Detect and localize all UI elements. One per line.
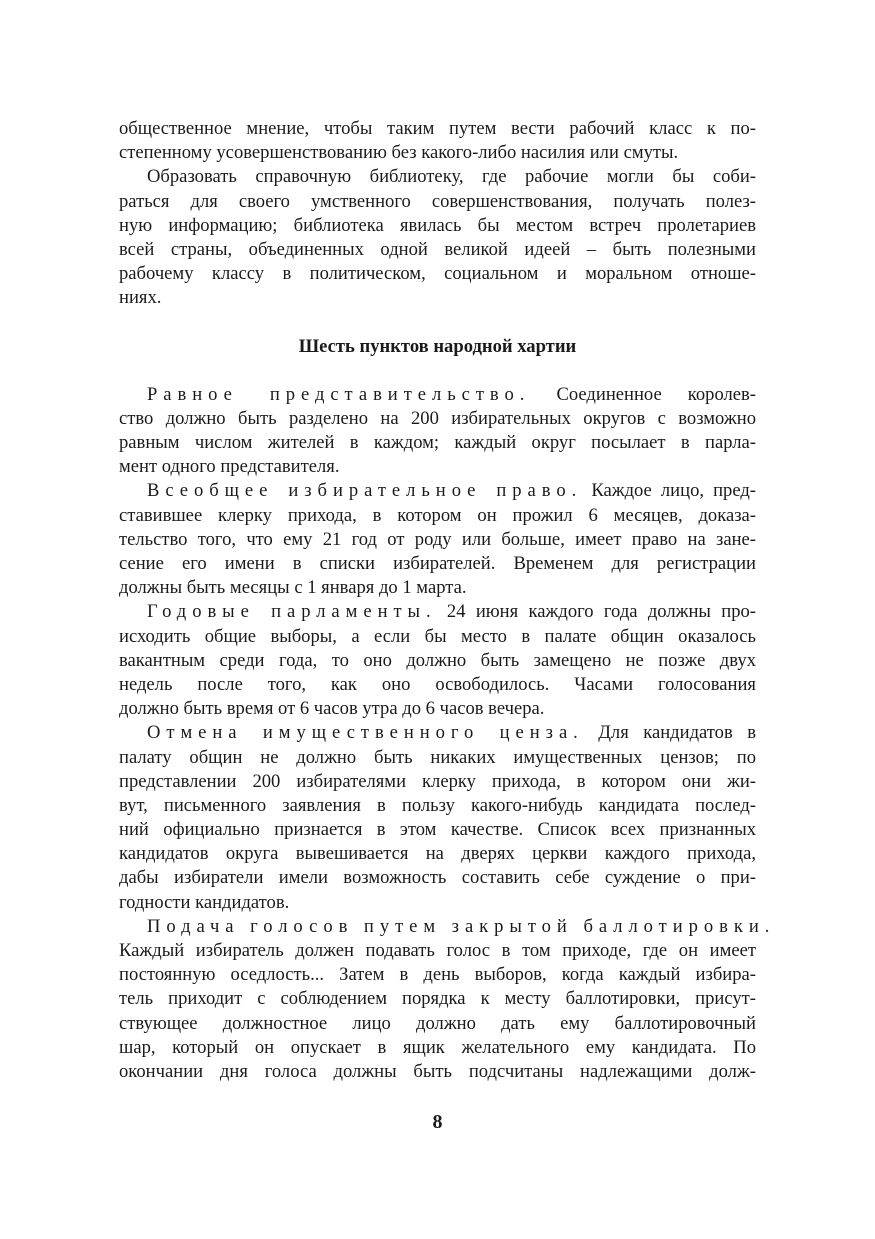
text-line: палату общин не должно быть никаких имущественных цензов; по bbox=[119, 746, 756, 768]
point-title: Всеобщее избирательное право. bbox=[147, 480, 583, 502]
point-title: Годовые парламенты. bbox=[147, 601, 437, 623]
text-line: кандидатов округа вывешивается на дверях церкви каждого прихода, bbox=[119, 843, 756, 865]
text-line bbox=[119, 383, 756, 407]
point-text: Каждое лицо, пред- bbox=[591, 480, 756, 502]
text-line: равным числом жителей в каждом; каждый округ посылает в парла- bbox=[119, 432, 756, 454]
point-text: Для кандидатов в bbox=[598, 722, 756, 744]
text-line: окончании дня голоса должны быть подсчитаны надлежащими долж- bbox=[119, 1060, 756, 1082]
text-line: ниях. bbox=[119, 287, 162, 309]
text-line: Образовать справочную библиотеку, где рабочие могли бы соби- bbox=[147, 166, 756, 188]
text-line: вут, письменного заявления в пользу какого-нибудь кандидата послед- bbox=[119, 794, 756, 816]
text-line: представлении 200 избирателями клерку прихода, в котором они жи- bbox=[119, 770, 756, 792]
point-text: Соединенное королев- bbox=[556, 383, 756, 405]
point-secret-ballot bbox=[119, 915, 776, 1084]
text-line: должны быть месяцы с 1 января до 1 марта. bbox=[119, 577, 467, 599]
point-title: Подача голосов путем закрытой баллотировки. bbox=[147, 915, 776, 937]
text-line: постоянную оседлость... Затем в день выборов, когда каждый избира- bbox=[119, 964, 756, 986]
text-line: ство должно быть разделено на 200 избирательных округов с возможно bbox=[119, 407, 756, 429]
section-heading: Шесть пунктов народной хартии bbox=[298, 335, 577, 357]
point-universal-suffrage bbox=[119, 479, 756, 600]
point-text: 24 июня каждого года должны про- bbox=[446, 601, 756, 623]
text-line: степенному усовершенствованию без какого-либо насилия или смуты. bbox=[119, 142, 679, 164]
point-annual-parliaments bbox=[119, 600, 756, 721]
point-title: Отмена имущественного ценза. bbox=[147, 722, 584, 744]
point-equal-representation bbox=[119, 383, 756, 480]
text-line bbox=[119, 600, 756, 624]
text-line: ную информацию; библиотека явилась бы местом встреч пролетариев bbox=[119, 214, 756, 236]
text-line: недель после того, как оно освободилось. Часами голосования bbox=[119, 673, 756, 695]
text-line bbox=[119, 721, 756, 745]
text-line: тельство того, что ему 21 год от роду или больше, имеет право на зане- bbox=[119, 528, 756, 550]
text-line: исходить общие выборы, а если бы место в палате общин оказалось bbox=[119, 625, 756, 647]
paragraph-continuation bbox=[119, 117, 756, 165]
text-line: ний официально признается в этом качестве. Список всех признанных bbox=[119, 819, 756, 841]
text-line bbox=[119, 915, 776, 939]
text-line: вакантным среди года, то оно должно быть замещено не позже двух bbox=[119, 649, 756, 671]
text-line: рабочему классу в политическом, социальном и моральном отноше- bbox=[119, 263, 756, 285]
text-line: ставившее клерку прихода, в котором он прожил 6 месяцев, доказа- bbox=[119, 504, 756, 526]
text-line: всей страны, объединенных одной великой идеей – быть полезными bbox=[119, 238, 756, 260]
text-line: ствующее должностное лицо должно дать ему баллотировочный bbox=[119, 1012, 756, 1034]
point-title: Равное представительство. bbox=[147, 383, 531, 405]
text-line: должно быть время от 6 часов утра до 6 часов вечера. bbox=[119, 698, 545, 720]
text-line: раться для своего умственного совершенствования, получать полез- bbox=[119, 190, 756, 212]
point-property-qualification bbox=[119, 721, 756, 915]
text-line bbox=[119, 479, 756, 503]
text-line: дабы избиратели имели возможность составить себе суждение о при- bbox=[119, 867, 756, 889]
page-number: 8 bbox=[432, 1111, 443, 1133]
text-line: общественное мнение, чтобы таким путем вести рабочий класс к по- bbox=[119, 118, 756, 139]
text-line: тель приходит с соблюдением порядка к месту баллотировки, присут- bbox=[119, 988, 756, 1010]
paragraph-library bbox=[119, 165, 756, 310]
text-line: Каждый избиратель должен подавать голос в том приходе, где он имеет bbox=[119, 940, 756, 961]
page-text bbox=[119, 117, 776, 1084]
text-line: сение его имени в списки избирателей. Временем для регистрации bbox=[119, 553, 756, 574]
text-line: шар, который он опускает в ящик желательного ему кандидата. По bbox=[119, 1036, 756, 1058]
text-line: годности кандидатов. bbox=[119, 891, 290, 913]
text-line: мент одного представителя. bbox=[119, 456, 340, 478]
